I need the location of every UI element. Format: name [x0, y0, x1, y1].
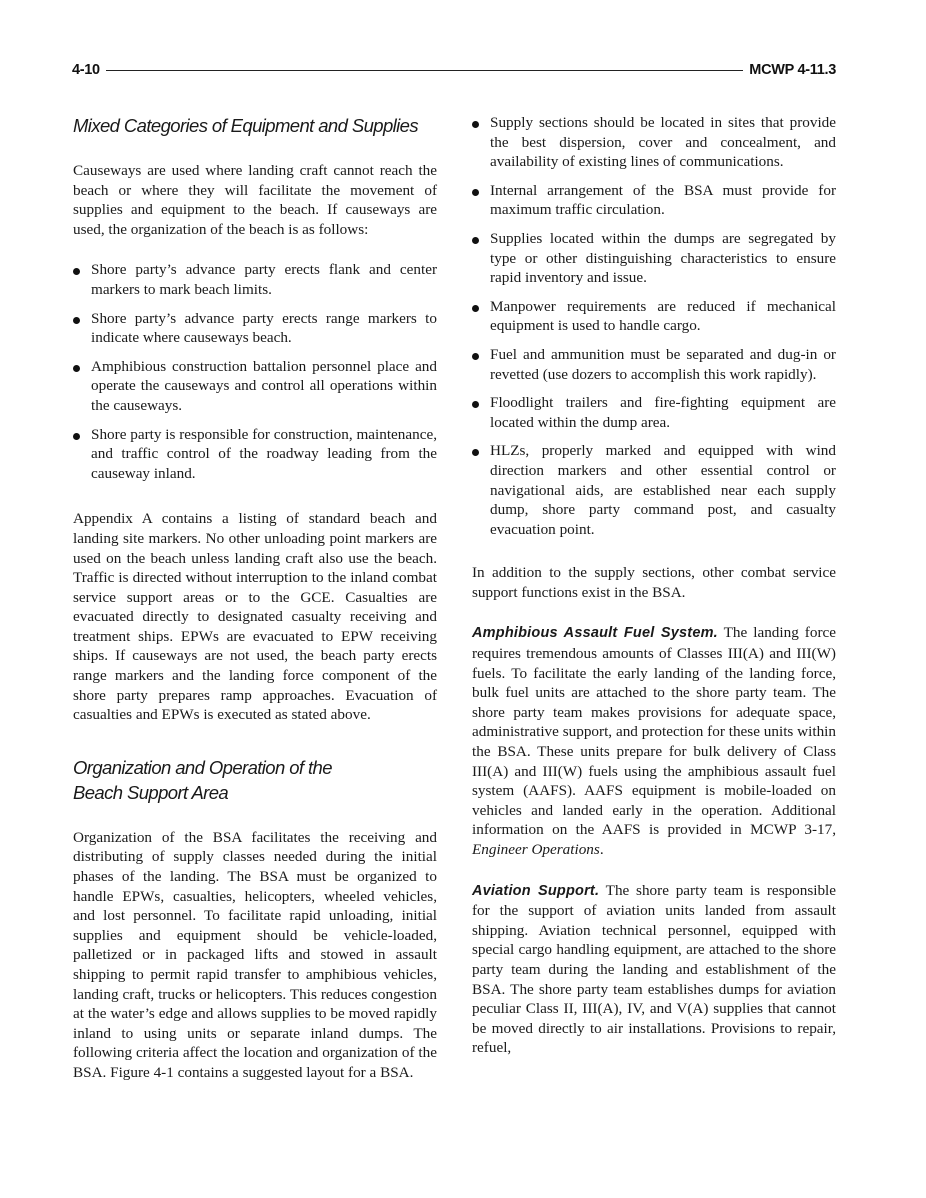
fuel-reference-title: Engineer Operations — [472, 841, 600, 858]
list-item — [73, 357, 437, 416]
list-item-text: Manpower requirements are reduced if mechanical equipment is used to handle cargo. — [490, 297, 836, 335]
aviation-support-body: The shore party team is responsible for the support of aviation units landed from assault shipping. Aviation technical personnel, equipped with special cargo handling equipment, are attached to the shore party team during the landing and establishment of the BSA. The shore party team establishes dumps for aviation peculiar Class II, III(A), IV, and V(A) supplies that cannot be moved directly to air installations. Provisions to repair, refuel, — [472, 881, 837, 1057]
section-heading-mixed-categories: Mixed Categories of Equipment and Supplies — [73, 115, 419, 136]
list-item-text: Supply sections should be located in sites that provide the best dispersion, cover and concealment, and availability of existing lines of communications. — [490, 114, 836, 171]
list-item — [472, 441, 836, 539]
page-header — [72, 60, 836, 80]
bullet-icon — [472, 401, 479, 408]
list-item — [73, 309, 437, 348]
list-item — [73, 260, 437, 299]
left-column — [73, 113, 437, 1104]
fuel-system-run-in-heading: Amphibious Assault Fuel System. — [472, 625, 718, 642]
list-item — [472, 229, 836, 288]
bsa-criteria-bullet-list — [472, 113, 836, 539]
list-item — [472, 181, 836, 220]
aviation-support-paragraph — [472, 881, 836, 1058]
list-item-text: Amphibious construction battalion personnel place and operate the causeways and control all operations within the causeways. — [91, 357, 437, 414]
header-rule — [106, 70, 743, 71]
publication-id: MCWP 4-11.3 — [749, 62, 836, 78]
list-item — [472, 113, 836, 172]
appendix-paragraph: Appendix A contains a listing of standard beach and landing site markers. No other unloading point markers are used on the beach unless landing craft also use the beach. Traffic is directed without interruption to the inland combat service support areas or to the GCE. Casualties are evacuated directly to designated casualty receiving and treatment ships. EPWs are evacuated to EPW receiving ships. If causeways are not used, the beach party erects range markers and the landing force component of the shore party prepares ramp approaches. Evacuation of casualties and EPWs is executed as stated above. — [73, 510, 437, 724]
list-item — [73, 425, 437, 484]
addition-paragraph: In addition to the supply sections, other combat service support functions exist in the BSA. — [472, 564, 836, 601]
aviation-support-run-in-heading: Aviation Support. — [472, 882, 600, 899]
list-item — [472, 297, 836, 336]
bullet-icon — [472, 353, 479, 360]
list-item-text: Shore party’s advance party erects flank and center markers to mark beach limits. — [91, 261, 437, 298]
bullet-icon — [472, 237, 479, 244]
causeways-intro-paragraph: Causeways are used where landing craft cannot reach the beach or where they will facilitate the movement of supplies and equipment to the beach. If causeways are used, the organization of the beach is as follows: — [73, 162, 437, 238]
list-item-text: Fuel and ammunition must be separated and dug-in or revetted (use dozers to accomplish this work rapidly). — [490, 345, 836, 383]
page-number: 4-10 — [72, 62, 100, 78]
list-item-text: Shore party is responsible for construction, maintenance, and traffic control of the roadway leading from the causeway inland. — [91, 425, 437, 482]
list-item-text: HLZs, properly marked and equipped with wind direction markers and other essential control or navigational aids, are established near each supply dump, shore party command post, and casualty evacuation point. — [490, 442, 836, 538]
right-column — [472, 113, 836, 1079]
section-heading-bsa — [73, 755, 437, 805]
list-item-text: Shore party’s advance party erects range markers to indicate where causeways beach. — [91, 309, 437, 347]
bullet-icon — [73, 433, 80, 440]
bullet-icon — [472, 121, 479, 128]
list-item-text: Floodlight trailers and fire-fighting equipment are located within the dump area. — [490, 394, 836, 431]
list-item — [472, 393, 836, 432]
bullet-icon — [73, 317, 80, 324]
bullet-icon — [73, 365, 80, 372]
bullet-icon — [472, 189, 479, 196]
section-heading-bsa-line1: Organization and Operation of the — [73, 756, 332, 778]
bullet-icon — [472, 449, 479, 456]
bullet-icon — [472, 305, 479, 312]
bsa-organization-paragraph: Organization of the BSA facilitates the receiving and distributing of supply classes needed during the initial phases of the landing. The BSA must be organized to handle EPWs, casualties, helicopters, wheeled vehicles, and lost personnel. To facilitate rapid unloading, initial supplies and equipment should be vehicle-loaded, palletized or in packaged lifts and stowed in assault shipping to permit rapid transfer to amphibious vehicles, landing craft, trucks or helicopters. This reduces congestion at the water’s edge and allows supplies to be moved rapidly inland to using units or separate inland dumps. The following criteria affect the location and organization of the BSA. Figure 4-1 contains a suggested layout for a BSA. — [73, 828, 437, 1081]
fuel-system-paragraph — [472, 623, 836, 859]
section-heading-bsa-line2: Beach Support Area — [73, 781, 229, 803]
fuel-reference-end: . — [599, 841, 604, 858]
fuel-system-body: The landing force requires tremendous amounts of Classes III(A) and III(W) fuels. To facilitate the early landing of the landing force, bulk fuel units are attached to the shore party team. The shore party team makes provisions for adequate space, administrative support, and protection for these units within the BSA. These units prepare for bulk delivery of Class III(A) and III(W) fuels using the amphibious assault fuel system (AAFS). AAFS equipment is mobile-loaded on vehicles and landed early in the operation. Additional information on the AAFS is provided in MCWP 3-17, — [472, 624, 836, 839]
bullet-icon — [73, 268, 80, 275]
causeway-bullet-list — [73, 260, 437, 483]
list-item-text: Internal arrangement of the BSA must provide for maximum traffic circulation. — [490, 181, 836, 219]
list-item — [472, 345, 836, 384]
list-item-text: Supplies located within the dumps are segregated by type or other distinguishing characteristics to ensure rapid inventory and issue. — [490, 229, 836, 287]
